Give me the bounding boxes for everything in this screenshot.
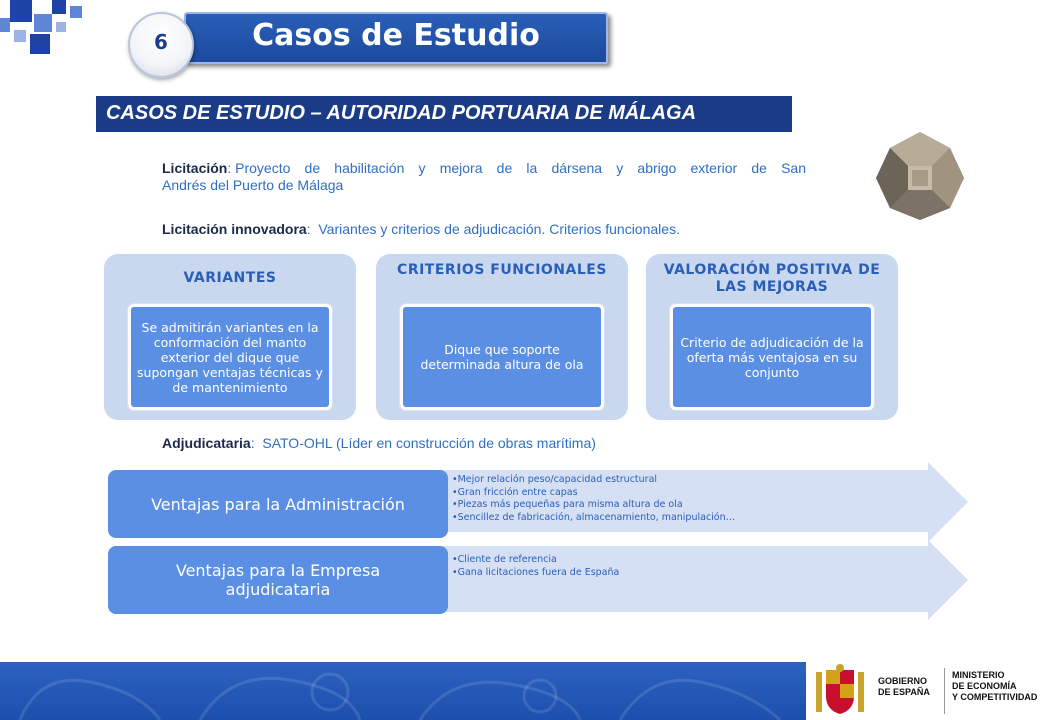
licitacion-text-line2: Andrés del Puerto de Málaga <box>162 177 344 193</box>
advantage-title: Ventajas para la Empresa adjudicataria <box>175 561 381 599</box>
footer-pattern-icon <box>0 662 800 720</box>
bullet-item: • Cliente de referencia <box>452 554 619 567</box>
panel-body: Dique que soporte determinada altura de ola <box>400 304 604 410</box>
innovadora-label: Licitación innovadora <box>162 221 307 237</box>
footer-band <box>0 662 1040 720</box>
advantage-title: Ventajas para la Administración <box>151 494 405 514</box>
bullet-item: • Sencillez de fabricación, almacenamiento, manipulación… <box>452 512 735 525</box>
advantage-admin-bullets <box>452 474 735 524</box>
government-logo-panel <box>806 662 1040 720</box>
adjudicataria-text: SATO-OHL (Líder en construcción de obras marítima) <box>262 435 596 451</box>
adjudicataria-paragraph: Adjudicataria: SATO-OHL (Líder en construcción de obras marítima) <box>162 435 596 451</box>
licitacion-label: Licitación <box>162 160 228 176</box>
ministerio-text: MINISTERIO DE ECONOMÍA Y COMPETITIVIDAD <box>952 670 1038 702</box>
slide-title: Casos de Estudio <box>252 18 540 53</box>
arrow-empresa <box>436 540 968 620</box>
bullet-item: • Gana licitaciones fuera de España <box>452 567 619 580</box>
slide-number: 6 <box>154 30 168 54</box>
bullet-item: • Gran fricción entre capas <box>452 487 735 500</box>
panel-title: VARIANTES <box>183 270 277 286</box>
section-title: CASOS DE ESTUDIO – AUTORIDAD PORTUARIA DE MÁLAGA <box>106 102 697 124</box>
innovadora-paragraph: Licitación innovadora: Variantes y criterios de adjudicación. Criterios funcionales. <box>162 221 680 237</box>
panel-body: Criterio de adjudicación de la oferta más ventajosa en su conjunto <box>670 304 874 410</box>
advantage-empresa-bullets <box>452 554 619 579</box>
gobierno-text: GOBIERNO DE ESPAÑA <box>878 676 930 697</box>
panel-title: CRITERIOS FUNCIONALES <box>397 262 607 278</box>
bullet-item: • Mejor relación peso/capacidad estructural <box>452 474 735 487</box>
logo-divider <box>944 668 945 714</box>
innovadora-text: Variantes y criterios de adjudicación. Criterios funcionales. <box>318 221 680 237</box>
advantage-empresa-box <box>108 546 448 614</box>
panel-body: Se admitirán variantes en la conformación del manto exterior del dique que supongan ventajas técnicas y de mantenimiento <box>128 304 332 410</box>
bullet-item: • Piezas más pequeñas para misma altura de ola <box>452 499 735 512</box>
licitacion-text: Proyecto de habilitación y mejora de la dársena y abrigo exterior de San <box>235 160 806 176</box>
advantage-admin-box <box>108 470 448 538</box>
coat-of-arms-icon <box>812 664 868 718</box>
adjudicataria-label: Adjudicataria <box>162 435 251 451</box>
panel-title: VALORACIÓN POSITIVA DE LAS MEJORAS <box>663 262 881 295</box>
licitacion-paragraph: Licitación: Proyecto de habilitación y mejora de la dársena y abrigo exterior de San Andrés del Puerto de Málaga <box>162 160 806 193</box>
